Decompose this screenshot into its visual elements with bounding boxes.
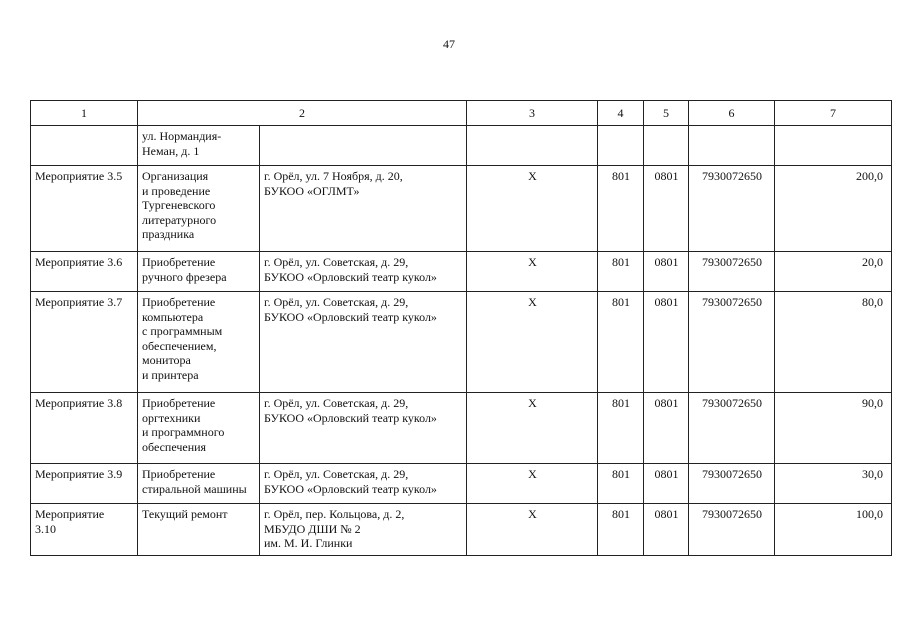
table-row (31, 393, 892, 464)
header-col-3: 3 (467, 101, 598, 126)
cell-c3: Х (467, 464, 598, 504)
cell-name: Приобретение ручного фрезера (138, 252, 260, 292)
cell-c4: 801 (598, 393, 644, 464)
header-col-6: 6 (689, 101, 775, 126)
cell-name: Приобретение стиральной машины (138, 464, 260, 504)
cell-event: Мероприятие 3.10 (31, 504, 138, 556)
cell-c3: Х (467, 252, 598, 292)
table-row (31, 252, 892, 292)
cell-event: Мероприятие 3.9 (31, 464, 138, 504)
cell-c6: 7930072650 (689, 504, 775, 556)
cell-c5: 0801 (644, 292, 689, 393)
cell-c5: 0801 (644, 393, 689, 464)
header-col-1: 1 (31, 101, 138, 126)
cell-c4: 801 (598, 292, 644, 393)
cell-address: г. Орёл, ул. Советская, д. 29, БУКОО «Орловский театр кукол» (260, 292, 467, 393)
cell-c7: 200,0 (775, 166, 892, 252)
table-row (31, 292, 892, 393)
cell-c5: 0801 (644, 252, 689, 292)
cell-address (260, 126, 467, 166)
cell-name: Организация и проведение Тургеневского литературного праздника (138, 166, 260, 252)
cell-c7 (775, 126, 892, 166)
cell-c6: 7930072650 (689, 292, 775, 393)
cell-c7: 100,0 (775, 504, 892, 556)
cell-c5: 0801 (644, 464, 689, 504)
cell-c7: 90,0 (775, 393, 892, 464)
cell-c4: 801 (598, 464, 644, 504)
cell-c6: 7930072650 (689, 464, 775, 504)
cell-name: Приобретение оргтехники и программного обеспечения (138, 393, 260, 464)
cell-c5: 0801 (644, 166, 689, 252)
cell-c5 (644, 126, 689, 166)
cell-address: г. Орёл, ул. 7 Ноября, д. 20, БУКОО «ОГЛМТ» (260, 166, 467, 252)
table-row (31, 166, 892, 252)
cell-c3 (467, 126, 598, 166)
page-number: 47 (443, 37, 455, 51)
cell-c7: 20,0 (775, 252, 892, 292)
cell-name: Приобретение компьютера с программным обеспечением, монитора и принтера (138, 292, 260, 393)
header-col-4: 4 (598, 101, 644, 126)
cell-c3: Х (467, 393, 598, 464)
cell-c3: Х (467, 292, 598, 393)
cell-event: Мероприятие 3.8 (31, 393, 138, 464)
header-col-7: 7 (775, 101, 892, 126)
cell-address: г. Орёл, пер. Кольцова, д. 2, МБУДО ДШИ № 2 им. М. И. Глинки (260, 504, 467, 556)
cell-address: г. Орёл, ул. Советская, д. 29, БУКОО «Орловский театр кукол» (260, 393, 467, 464)
header-col-5: 5 (644, 101, 689, 126)
cell-c6: 7930072650 (689, 166, 775, 252)
cell-event: Мероприятие 3.6 (31, 252, 138, 292)
cell-c7: 80,0 (775, 292, 892, 393)
cell-event: Мероприятие 3.5 (31, 166, 138, 252)
cell-c6: 7930072650 (689, 393, 775, 464)
cell-c4: 801 (598, 166, 644, 252)
cell-address: г. Орёл, ул. Советская, д. 29, БУКОО «Орловский театр кукол» (260, 464, 467, 504)
cell-c3: Х (467, 504, 598, 556)
table-row (31, 464, 892, 504)
cell-c7: 30,0 (775, 464, 892, 504)
cell-address: г. Орёл, ул. Советская, д. 29, БУКОО «Орловский театр кукол» (260, 252, 467, 292)
cell-c6: 7930072650 (689, 252, 775, 292)
cell-event: Мероприятие 3.7 (31, 292, 138, 393)
cell-c4: 801 (598, 504, 644, 556)
cell-name: Текущий ремонт (138, 504, 260, 556)
table-row (31, 504, 892, 556)
cell-c4: 801 (598, 252, 644, 292)
cell-c5: 0801 (644, 504, 689, 556)
cell-c6 (689, 126, 775, 166)
continuation-row (31, 126, 892, 166)
cell-event (31, 126, 138, 166)
cell-name: ул. Нормандия- Неман, д. 1 (138, 126, 260, 166)
cell-c4 (598, 126, 644, 166)
header-row (31, 101, 892, 126)
header-col-2: 2 (138, 101, 467, 126)
cell-c3: Х (467, 166, 598, 252)
budget-table (30, 100, 892, 556)
